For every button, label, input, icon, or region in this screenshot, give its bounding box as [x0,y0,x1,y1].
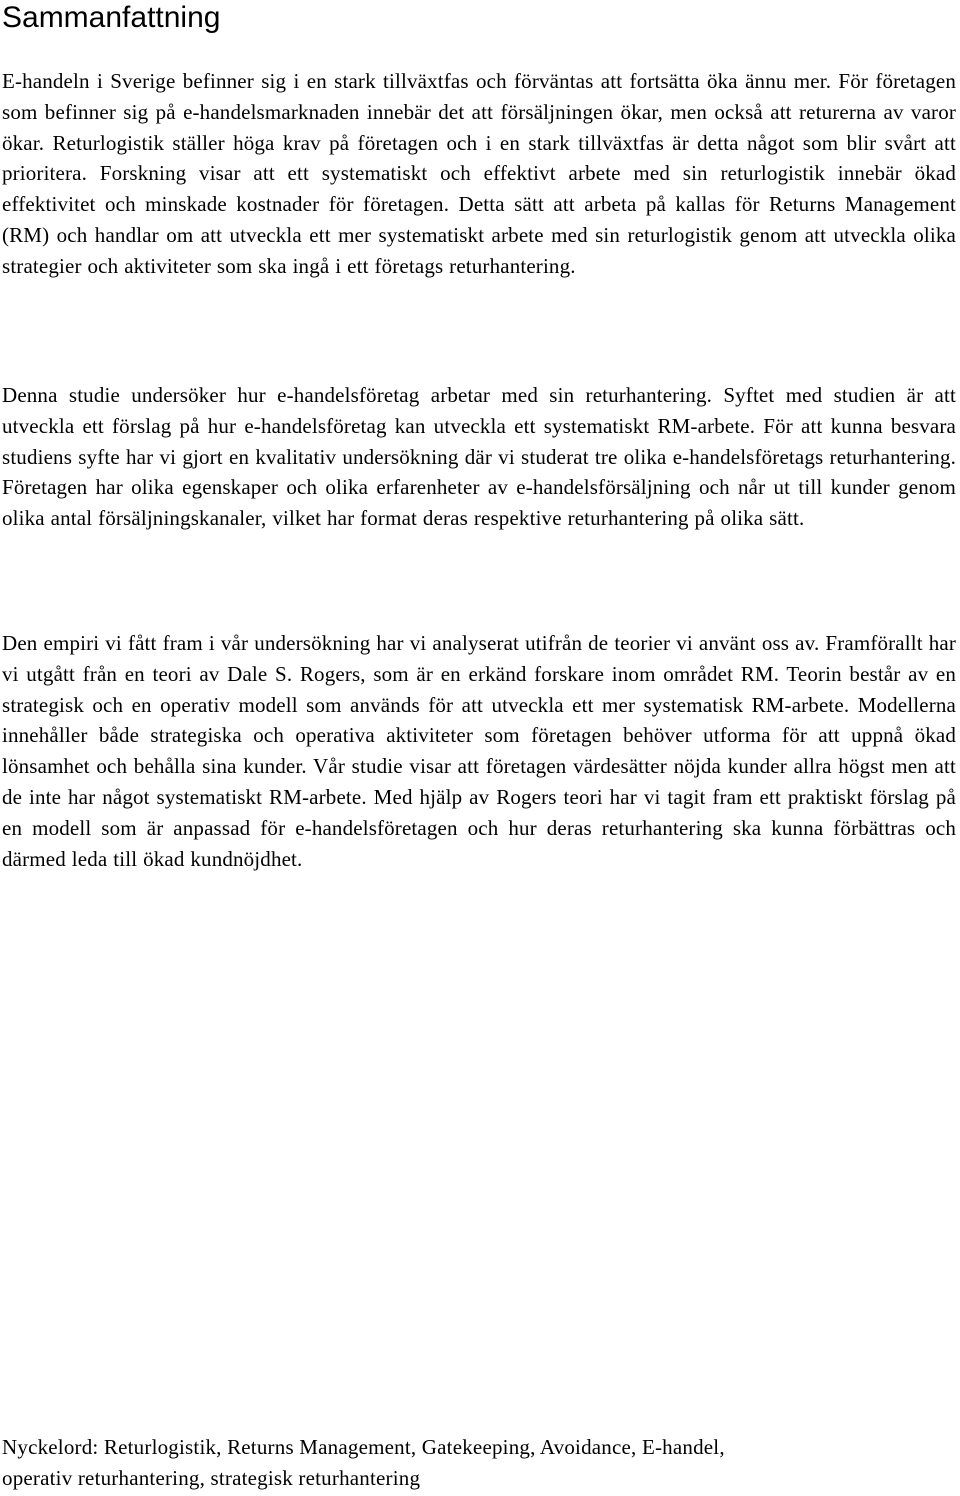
page-title: Sammanfattning [2,1,221,34]
keywords-line-1: Nyckelord: Returlogistik, Returns Management, Gatekeeping, Avoidance, E-handel, [2,1435,725,1459]
summary-paragraph-1: E-handeln i Sverige befinner sig i en stark tillväxtfas och förväntas att fortsätta öka ännu mer. För företagen som befinner sig på e-handelsmarknaden innebär det att försäljningen ökar, men också att returerna av varor ökar. Returlogistik ställer höga krav på företagen och i en stark tillväxtfas är detta något som blir svårt att prioritera. Forskning visar att ett systematiskt och effektivt arbete med sin returlogistik innebär ökad effektivitet och minskade kostnader för företagen. Detta sätt att arbeta på kallas för Returns Management (RM) och handlar om att utveckla ett mer systematiskt arbete med sin returlogistik genom att utveckla olika strategier och aktiviteter som ska ingå i ett företags returhantering. [2,69,956,278]
summary-paragraph-3: Den empiri vi fått fram i vår undersökning har vi analyserat utifrån de teorier vi använt oss av. Framförallt har vi utgått från en teori av Dale S. Rogers, som är en erkänd forskare inom området RM. Teorin består av en strategisk och en operativ modell som används för att utveckla ett mer systematisk RM-arbete. Modellerna innehåller både strategiska och operativa aktiviteter som företagen behöver utforma för att uppnå ökad lönsamhet och behålla sina kunder. Vår studie visar att företagen värdesätter nöjda kunder allra högst men att de inte har något systematiskt RM-arbete. Med hjälp av Rogers teori har vi tagit fram ett praktiskt förslag på en modell som är anpassad för e-handelsföretagen och hur deras returhantering ska kunna förbättras och därmed leda till ökad kundnöjdhet. [2,631,956,871]
keywords-line-2: operativ returhantering, strategisk returhantering [2,1466,421,1490]
keywords-block [2,1432,956,1494]
summary-paragraph-2: Denna studie undersöker hur e-handelsföretag arbetar med sin returhantering. Syftet med studien är att utveckla ett förslag på hur e-handelsföretag kan utveckla ett systematiskt RM-arbete. För att kunna besvara studiens syfte har vi gjort en kvalitativ undersökning där vi studerat tre olika e-handelsföretags returhantering. Företagen har olika egenskaper och olika erfarenheter av e-handelsförsäljning och når ut till kunder genom olika antal försäljningskanaler, vilket har format deras respektive returhantering på olika sätt. [2,383,956,531]
